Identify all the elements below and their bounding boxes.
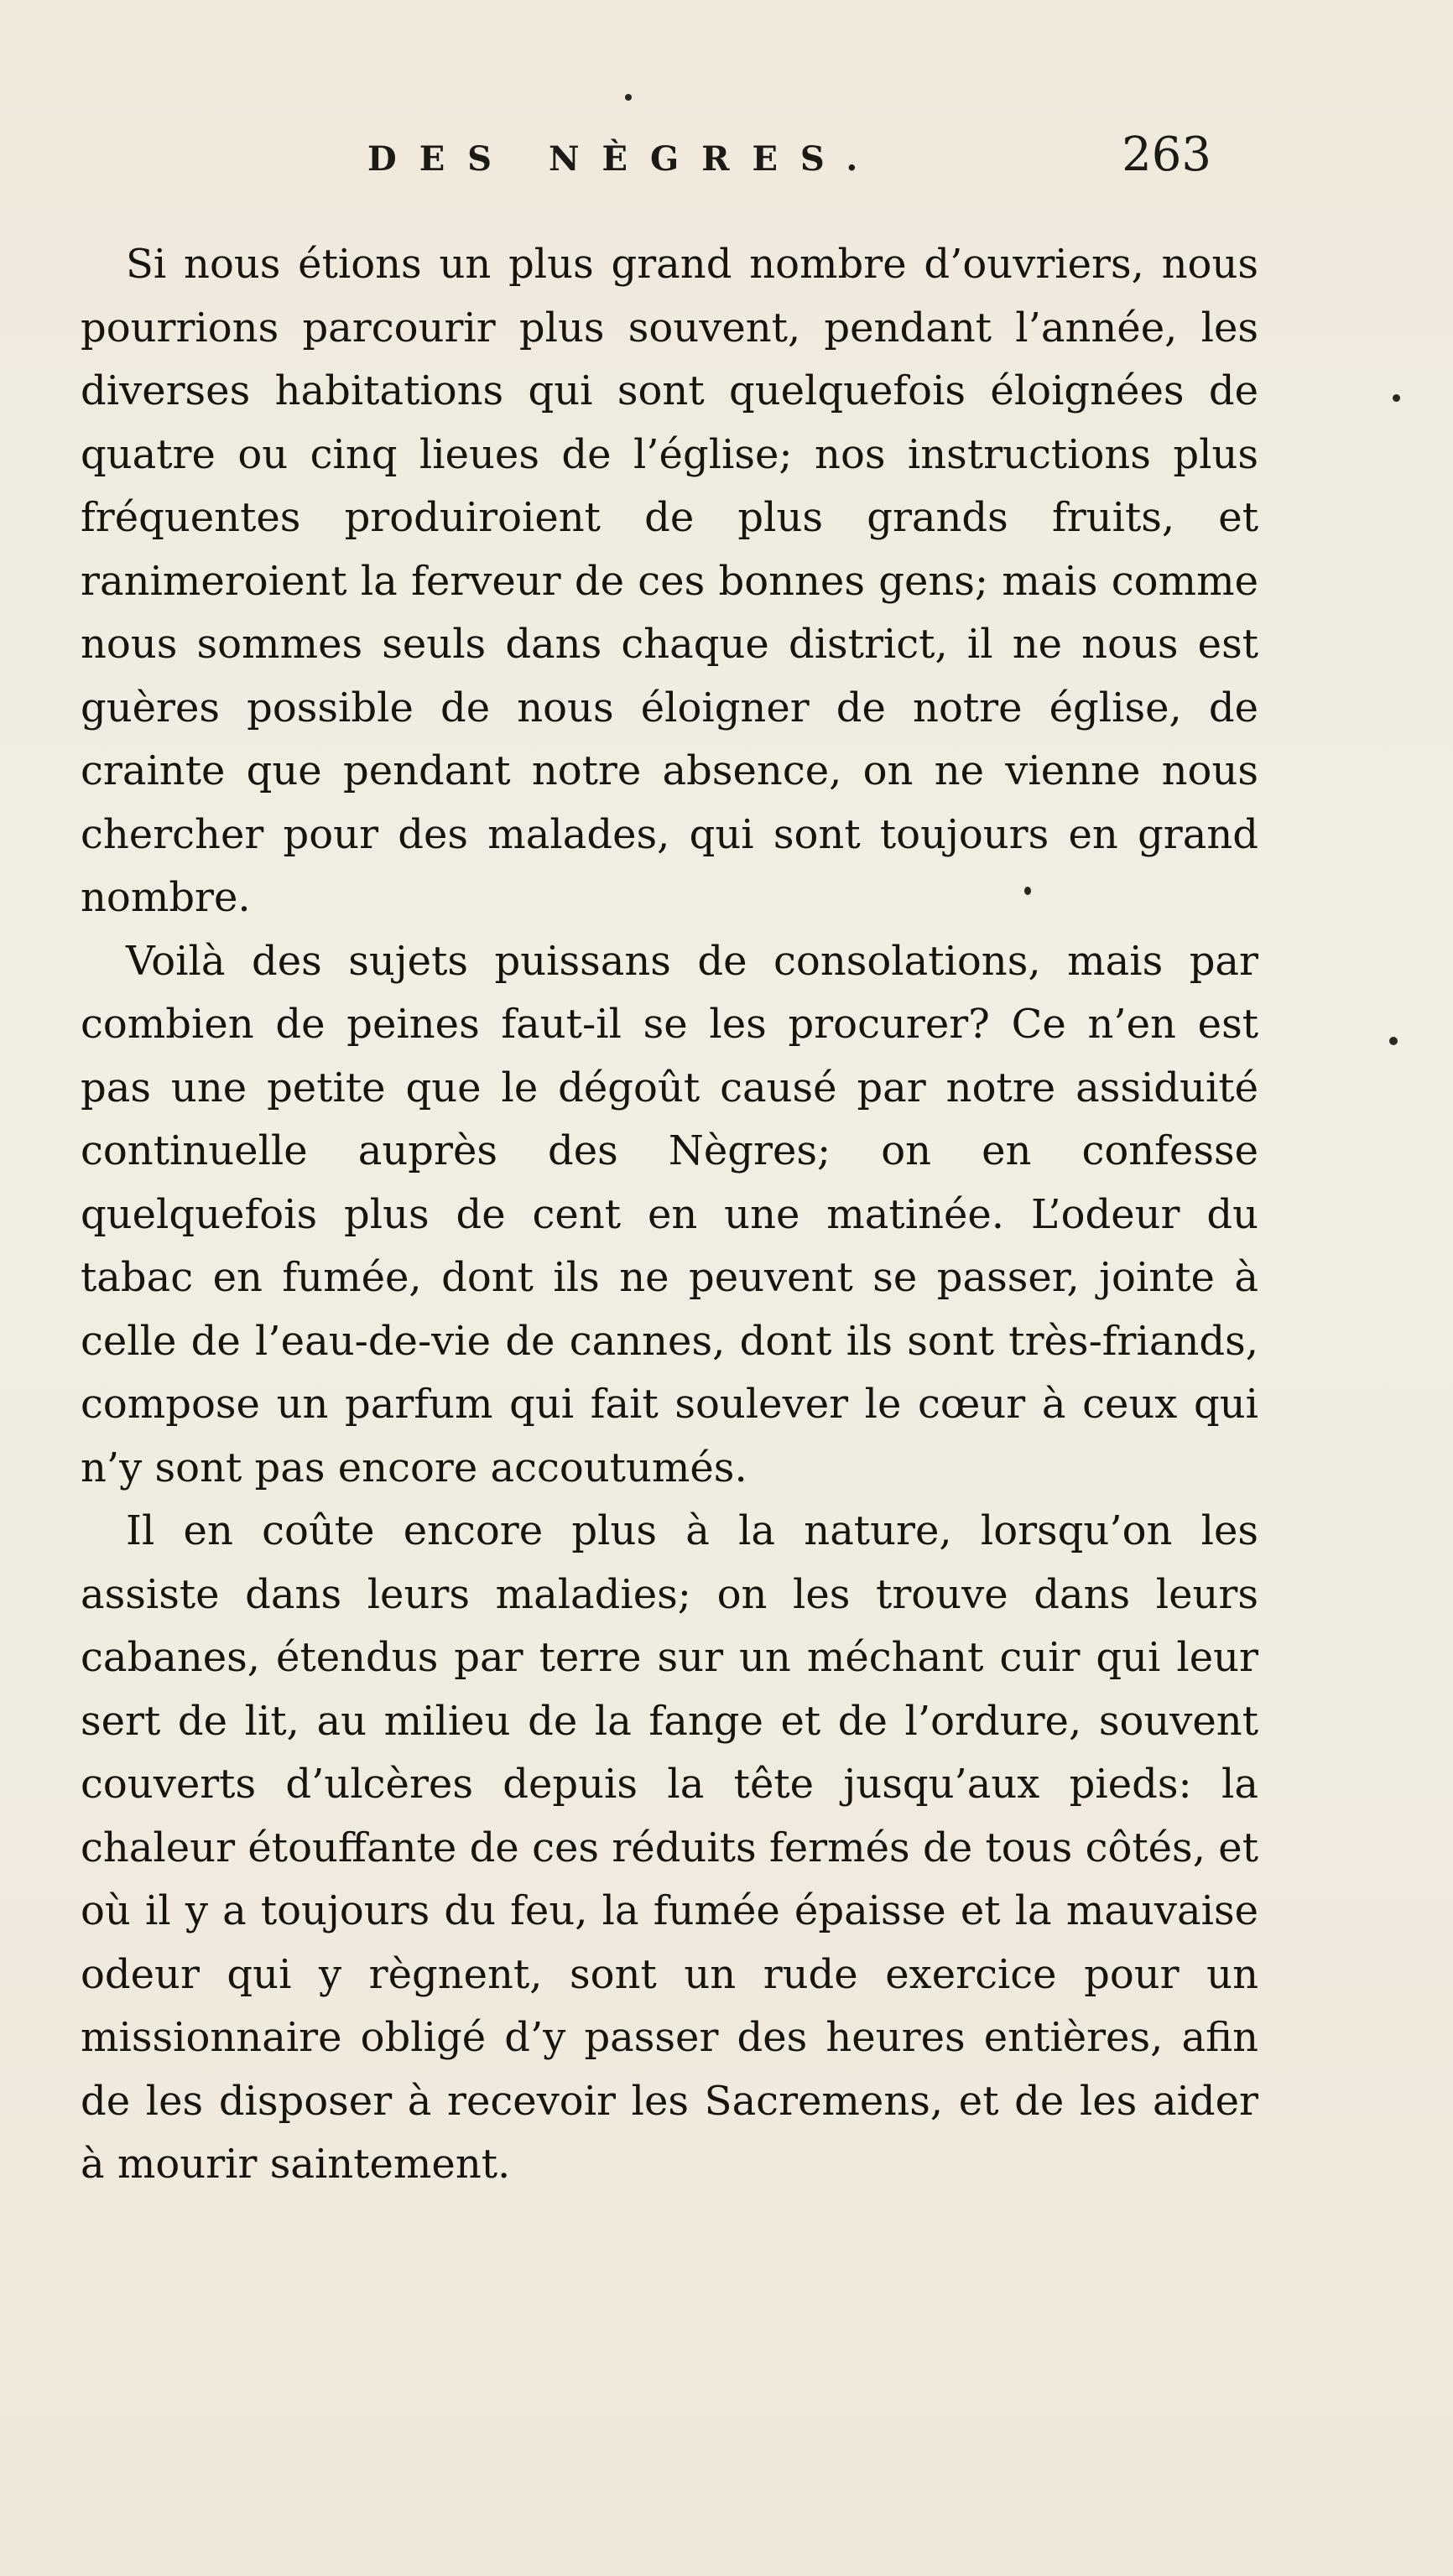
ink-speck (1389, 1037, 1398, 1045)
page-header (0, 127, 1453, 186)
ink-speck (1024, 887, 1031, 895)
paragraph-1: Si nous étions un plus grand nombre d’ouvriers, nous pourrions parcourir plus souvent, pendant l’année, les diverses habitations qui sont quelquefois éloignées de quatre ou cinq lieues de l’église; nos instructions plus fréquentes produiroient de plus grands fruits, et ranimeroient la ferveur de ces bonnes gens; mais comme nous sommes seuls dans chaque district, il ne nous est guères possible de nous éloigner de notre église, de crainte que pendant notre absence, on ne vienne nous chercher pour des malades, qui sont toujours en grand nombre. (81, 241, 1258, 921)
running-head: DES NÈGRES. (367, 139, 881, 179)
ink-speck (1393, 394, 1400, 402)
ink-speck (625, 94, 632, 101)
paragraph-2: Voilà des sujets puissans de consolations, mais par combien de peines faut-il se les procurer? Ce n’en est pas une petite que le dégoût causé par notre assiduité continuelle auprès des Nègres; on en confesse quelquefois plus de cent en une matinée. L’odeur du tabac en fumée, dont ils ne peuvent se passer, jointe à celle de l’eau-de-vie de cannes, dont ils sont très-friands, compose un parfum qui fait soulever le cœur à ceux qui n’y sont pas encore accoutumés. (81, 937, 1258, 1491)
paragraph-3: Il en coûte encore plus à la nature, lorsqu’on les assiste dans leurs maladies; on les trouve dans leurs cabanes, étendus par terre sur un méchant cuir qui leur sert de lit, au milieu de la fange et de l’ordure, souvent couverts d’ulcères depuis la tête jusqu’aux pieds: la chaleur étouffante de ces réduits fermés de tous côtés, et où il y a toujours du feu, la fumée épaisse et la mauvaise odeur qui y règnent, sont un rude exercice pour un missionnaire obligé d’y passer des heures entières, afin de les disposer à recevoir les Sacremens, et de les aider à mourir saintement. (81, 1507, 1258, 2188)
page-number: 263 (1122, 127, 1211, 182)
body-text (81, 233, 1258, 2197)
